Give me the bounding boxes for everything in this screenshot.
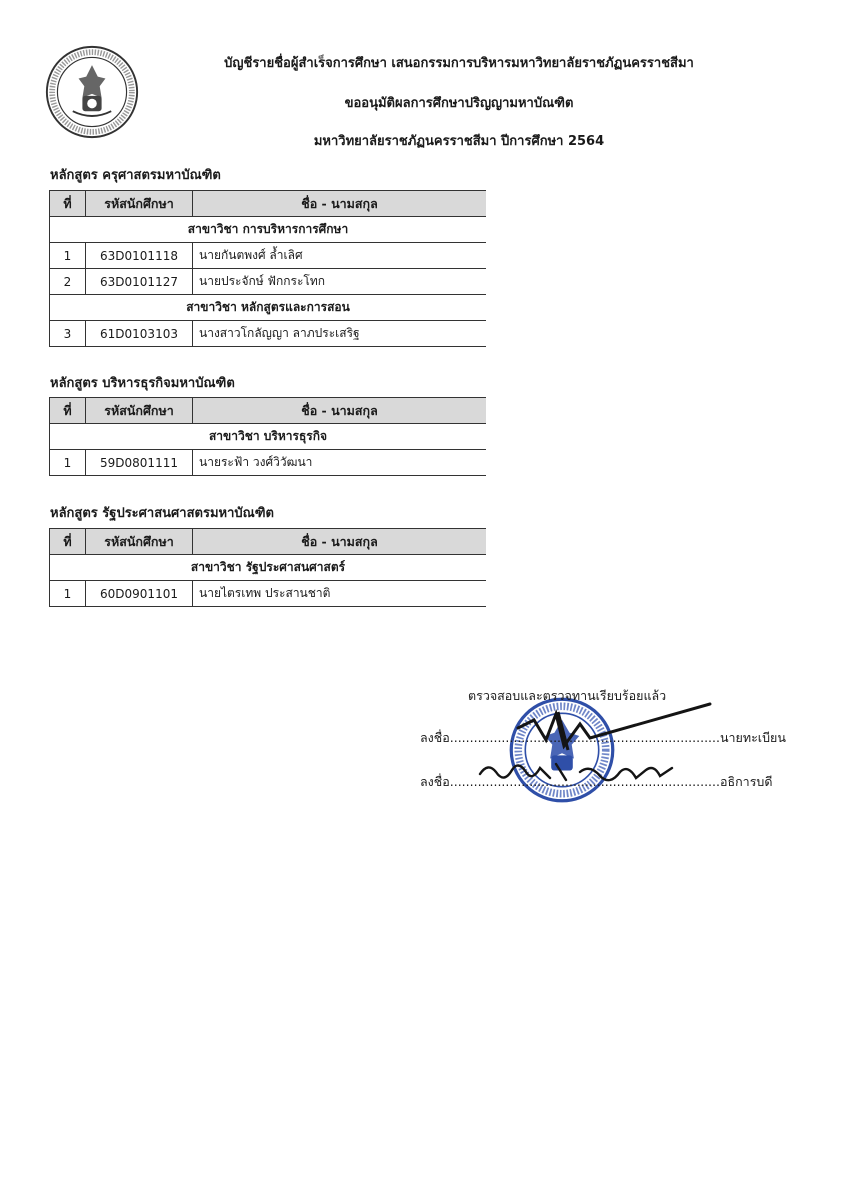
row-student-name: นายกันตพงศ์ ล้ำเลิศ bbox=[193, 243, 487, 269]
row-student-name: นายระฟ้า วงศ์วิวัฒนา bbox=[193, 450, 487, 476]
course-title-business: หลักสูตร บริหารธุรกิจมหาบัณฑิต bbox=[50, 376, 235, 391]
row-no: 1 bbox=[50, 243, 86, 269]
table-row bbox=[50, 243, 487, 269]
row-no: 1 bbox=[50, 450, 86, 476]
col-name-header: ชื่อ - นามสกุล bbox=[193, 529, 487, 555]
row-no: 2 bbox=[50, 269, 86, 295]
signature-dots: .................................................................... bbox=[449, 730, 720, 745]
table-row bbox=[50, 450, 487, 476]
row-no: 1 bbox=[50, 581, 86, 607]
course-table-public-admin bbox=[49, 528, 486, 607]
major-row bbox=[50, 295, 487, 321]
col-id-header: รหัสนักศึกษา bbox=[86, 191, 193, 217]
role-president: อธิการบดี bbox=[719, 774, 773, 789]
role-registrar: นายทะเบียน bbox=[719, 730, 786, 745]
document-title: บัญชีรายชื่อผู้สำเร็จการศึกษา เสนอกรรมการบริหารมหาวิทยาลัยราชภัฏนครราชสีมา bbox=[224, 56, 694, 71]
table-header-row bbox=[50, 529, 487, 555]
document-subtitle: ขออนุมัติผลการศึกษาปริญญามหาบัณฑิต bbox=[344, 96, 574, 111]
col-id-header: รหัสนักศึกษา bbox=[86, 529, 193, 555]
col-name-header: ชื่อ - นามสกุล bbox=[193, 191, 487, 217]
table-row bbox=[50, 321, 487, 347]
course-title-education: หลักสูตร ครุศาสตรมหาบัณฑิต bbox=[50, 168, 221, 183]
major-label: สาขาวิชา การบริหารการศึกษา bbox=[50, 217, 487, 243]
major-label: สาขาวิชา บริหารธุรกิจ bbox=[50, 424, 487, 450]
handwritten-signature-icon bbox=[460, 680, 780, 810]
row-student-name: นางสาวโกลัญญา ลาภประเสริฐ bbox=[193, 321, 487, 347]
row-no: 3 bbox=[50, 321, 86, 347]
row-student-id: 60D0901101 bbox=[86, 581, 193, 607]
verify-text: ตรวจสอบและตรวจทานเรียบร้อยแล้ว bbox=[468, 688, 667, 703]
col-name-header: ชื่อ - นามสกุล bbox=[193, 398, 487, 424]
major-label: สาขาวิชา หลักสูตรและการสอน bbox=[50, 295, 487, 321]
course-table-education bbox=[49, 190, 486, 347]
row-student-name: นายไตรเทพ ประสานชาติ bbox=[193, 581, 487, 607]
signature-dots: .................................................................... bbox=[449, 774, 720, 789]
col-id-header: รหัสนักศึกษา bbox=[86, 398, 193, 424]
document-year-line: มหาวิทยาลัยราชภัฏนครราชสีมา ปีการศึกษา 2564 bbox=[313, 134, 605, 149]
major-row bbox=[50, 217, 487, 243]
col-no-header: ที่ bbox=[50, 398, 86, 424]
table-row bbox=[50, 269, 487, 295]
course-table-business bbox=[49, 397, 486, 476]
col-no-header: ที่ bbox=[50, 191, 86, 217]
major-label: สาขาวิชา รัฐประศาสนศาสตร์ bbox=[50, 555, 487, 581]
major-row bbox=[50, 424, 487, 450]
table-header-row bbox=[50, 191, 487, 217]
course-title-public-admin: หลักสูตร รัฐประศาสนศาสตรมหาบัณฑิต bbox=[50, 506, 274, 521]
col-no-header: ที่ bbox=[50, 529, 86, 555]
row-student-id: 63D0101118 bbox=[86, 243, 193, 269]
major-row bbox=[50, 555, 487, 581]
signature-block bbox=[420, 680, 800, 820]
row-student-id: 61D0103103 bbox=[86, 321, 193, 347]
row-student-id: 63D0101127 bbox=[86, 269, 193, 295]
row-student-id: 59D0801111 bbox=[86, 450, 193, 476]
table-row bbox=[50, 581, 487, 607]
sign-label: ลงชื่อ bbox=[420, 730, 450, 745]
table-header-row bbox=[50, 398, 487, 424]
row-student-name: นายประจักษ์ ฟักกระโทก bbox=[193, 269, 487, 295]
sign-label: ลงชื่อ bbox=[420, 774, 450, 789]
